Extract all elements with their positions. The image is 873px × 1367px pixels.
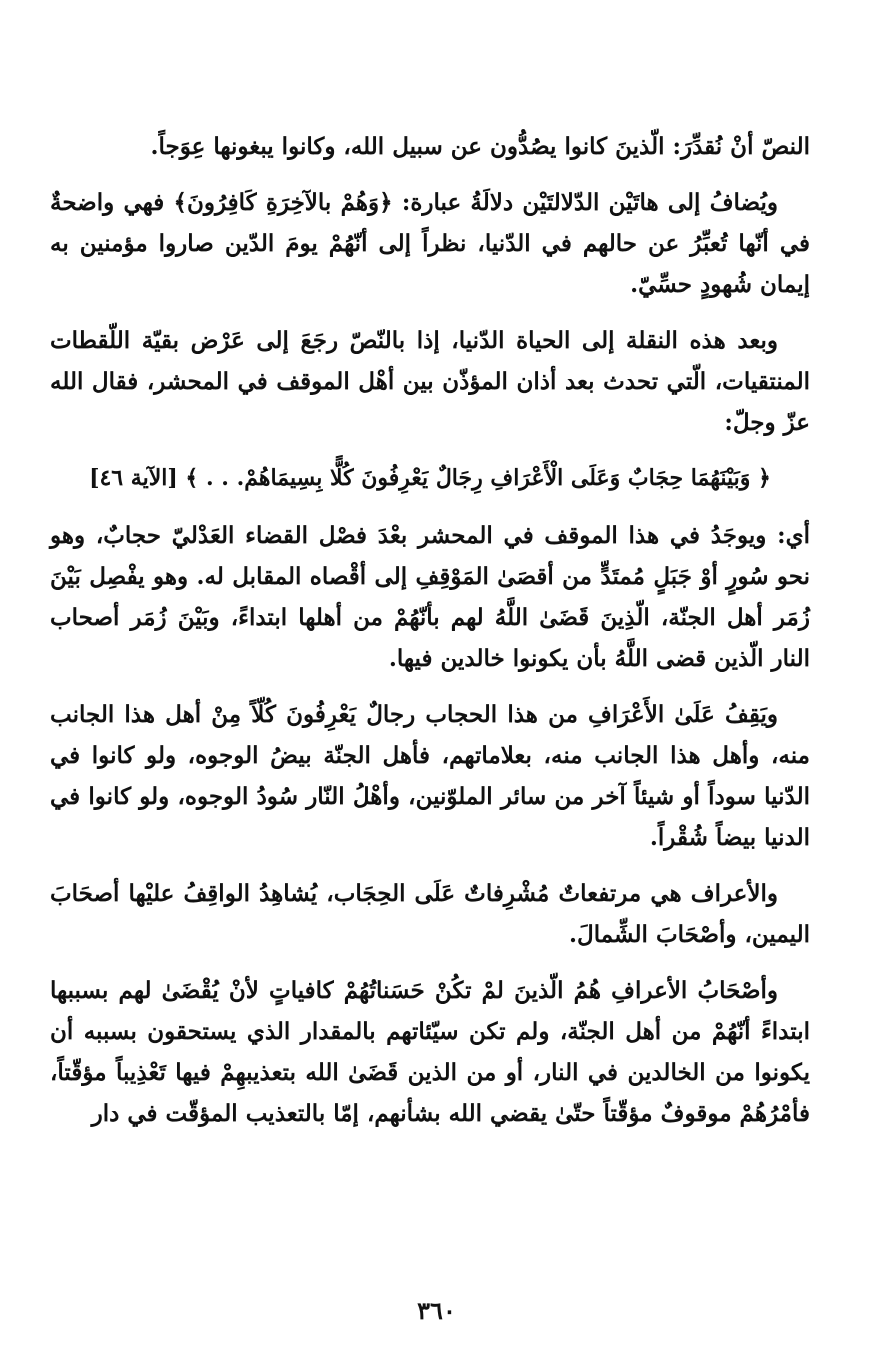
paragraph-4: أي: ويوجَدُ في هذا الموقف في المحشر بعْدَ فصْل القضاء العَدْليّ حجابٌ، وهو نحو سُورٍ أوْ جَبَلٍ مُمتَدٍّ من أقصَىٰ المَوْقِفِ إلى أقْصاه المقابل له. وهو يفْصِل بَيْنَ زُمَر أهل الجنّة، الّذِينَ قَضَىٰ اللَّهُ لهم بأنّهُمْ من أهلها ابتداءً، وبَيْنَ زُمَر أصحاب النار الّذين قضى اللَّهُ بأن يكونوا خالدين فيها. bbox=[50, 522, 810, 672]
page-number: ٣٦٠ bbox=[417, 1296, 456, 1325]
quran-verse: ﴿ وَبَيْنَهُمَا حِجَابٌ وَعَلَى الْأَعْرَافِ رِجَالٌ يَعْرِفُونَ كُلًّا بِسِيمَاهُمْ. . . ﴾ [الآية ٤٦] bbox=[89, 465, 771, 491]
paragraph-6: والأعراف هي مرتفعاتٌ مُشْرِفاتٌ عَلَى الحِجَاب، يُشاهِدُ الواقِفُ عليْها أصحَابَ اليمين، وأصْحَابَ الشِّمالَ. bbox=[50, 880, 810, 948]
paragraph-5: ويَقِفُ عَلَىٰ الأَعْرَافِ من هذا الحجاب رجالٌ يَعْرِفُونَ كُلّاً مِنْ أهل هذا الجانب منه، وأهل هذا الجانب منه، بعلاماتهم، فأهل الجنّة بيضُ الوجوه، ولو كانوا في الدّنيا سوداً أو شيئاً آخر من سائر الملوّنين، وأهْلُ النّار سُودُ الوجوه، ولو كانوا في الدنيا بيضاً شُقْراً. bbox=[50, 701, 810, 851]
paragraph-3: وبعد هذه النقلة إلى الحياة الدّنيا، إذا بالنّصّ رجَعَ إلى عَرْض بقيّة اللّقطات المنتقيات، الّتي تحدث بعد أذان المؤذّن بين أهْل الموقف في المحشر، فقال الله عزّ وجلّ: bbox=[50, 327, 810, 436]
paragraph-2: ويُضافُ إلى هاتَيْن الدّلالتَيْن دلالَةُ عبارة: ﴿وَهُمْ بالآخِرَةِ كَافِرُونَ﴾ فهي واضحةٌ في أنّها تُعبِّرُ عن حالهم في الدّنيا، نظراً إلى أنّهُمْ يومَ الدّين صاروا مؤمنين به إيمان شُهودٍ حسِّيّ. bbox=[50, 189, 810, 298]
paragraph-7: وأصْحَابُ الأعرافِ هُمُ الّذينَ لمْ تكُنْ حَسَناتُهُمْ كافياتٍ لأنْ يُقْضَىٰ لهم بسببها ابتداءً أنّهُمْ من أهل الجنّة، ولم تكن سيّئاتهم بالمقدار الذي يستحقون بسببه أن يكونوا من الخالدين في النار، أو من الذين قَضَىٰ الله بتعذيبهِمْ فيها تَعْذِيباً مؤقّتاً، فأمْرُهُمْ موقوفٌ مؤقّتاً حتّىٰ يقضي الله بشأنهم، إمّا بالتعذيب المؤقّت في دار bbox=[50, 977, 810, 1127]
paragraph-1: النصّ أنْ نُقدِّرَ: الّذينَ كانوا يصُدُّون عن سبيل الله، وكانوا يبغونها عِوَجاً. bbox=[150, 133, 810, 160]
page-body bbox=[50, 126, 810, 1149]
